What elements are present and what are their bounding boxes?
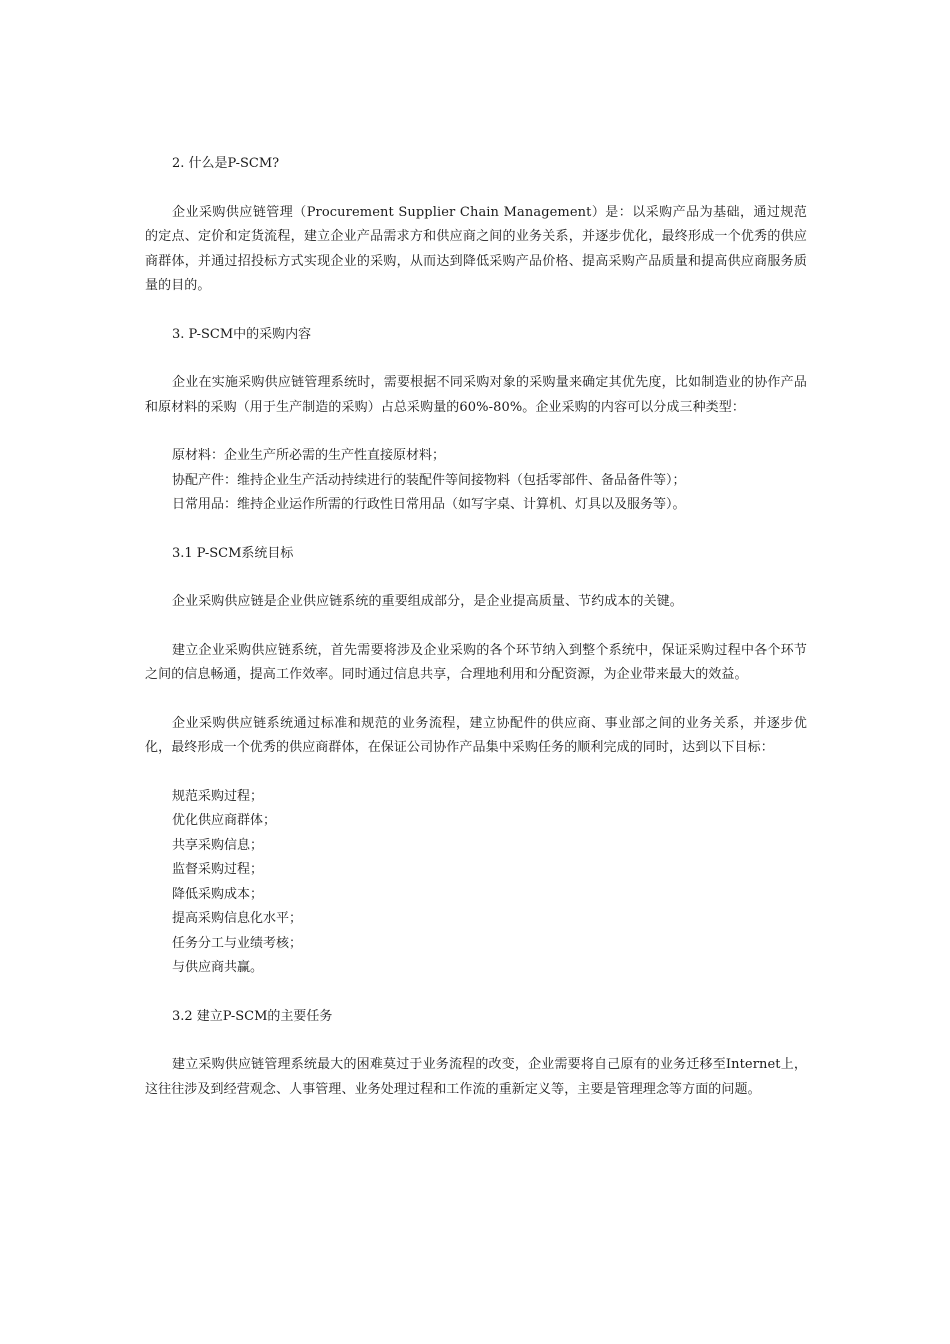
list-item: 日常用品：维持企业运作所需的行政性日常用品（如写字桌、计算机、灯具以及服务等）。 [172,497,686,512]
list-item: 规范采购过程； [172,788,264,804]
list-item: 共享采购信息； [172,837,264,853]
purchase-types-list [145,444,807,518]
section-2-heading: 2. 什么是P-SCM? [172,156,280,171]
section-3-1-heading: 3.1 P-SCM系统目标 [172,545,294,561]
section-3-1-paragraph: 企业采购供应链系统通过标准和规范的业务流程，建立协配件的供应商、事业部之间的业务关系，并逐步优化，最终形成一个优秀的供应商群体，在保证公司协作产品集中采购任务的顺利完成的同时，达到以下目标： [145,715,807,755]
list-item: 原材料：企业生产所必需的生产性直接原材料； [172,448,446,463]
section-3-2-paragraph: 建立采购供应链管理系统最大的困难莫过于业务流程的改变，企业需要将自己原有的业务迁移至Internet上，这往往涉及到经营观念、人事管理、业务处理过程和工作流的重新定义等，主要是管理理念等方面的问题。 [145,1057,807,1097]
list-item: 任务分工与业绩考核； [172,935,303,951]
section-3-1-paragraph: 建立企业采购供应链系统，首先需要将涉及企业采购的各个环节纳入到整个系统中，保证采购过程中各个环节之间的信息畅通，提高工作效率。同时通过信息共享，合理地利用和分配资源，为企业带来最大的效益。 [145,642,807,682]
list-item: 与供应商共赢。 [172,960,264,975]
goals-list [145,785,807,981]
section-3-heading: 3. P-SCM中的采购内容 [172,326,312,342]
list-item: 协配产件：维持企业生产活动持续进行的装配件等间接物料（包括零部件、备品备件等）； [172,472,686,488]
list-item: 优化供应商群体； [172,813,277,828]
section-3-paragraph: 企业在实施采购供应链管理系统时，需要根据不同采购对象的采购量来确定其优先度，比如制造业的协作产品和原材料的采购（用于生产制造的采购）占总采购量的60%-80%。企业采购的内容可以分成三种类型： [145,375,807,415]
section-3-1-paragraph: 企业采购供应链是企业供应链系统的重要组成部分，是企业提高质量、节约成本的关键。 [172,594,683,609]
section-2-paragraph: 企业采购供应链管理（Procurement Supplier Chain Management）是：以采购产品为基础，通过规范的定点、定价和定货流程，建立企业产品需求方和供应商之间的业务关系，并逐步优化，最终形成一个优秀的供应商群体，并通过招投标方式实现企业的采购，从而达到降低采购产品价格、提高采购产品质量和提高供应商服务质量的目的。 [145,204,807,293]
list-item: 监督采购过程； [172,862,264,877]
section-3-2-heading: 3.2 建立P-SCM的主要任务 [172,1008,333,1024]
document-page [145,152,807,1102]
list-item: 降低采购成本； [172,886,264,902]
list-item: 提高采购信息化水平； [172,911,303,926]
